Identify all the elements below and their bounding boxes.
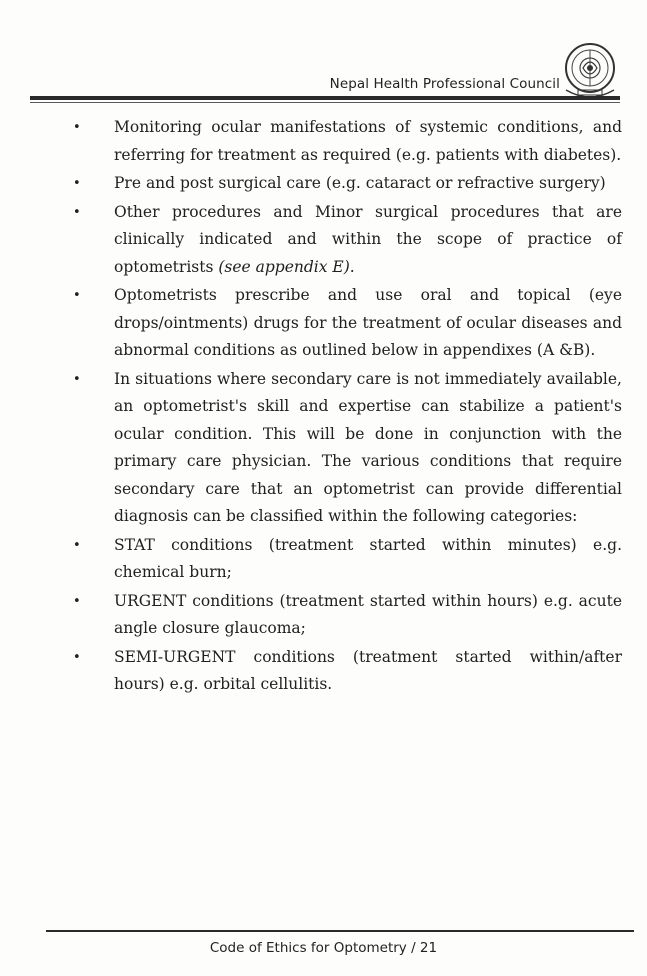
bullet-dot: • (73, 204, 81, 220)
list-item-text: Optometrists prescribe and use oral and topical (eye drops/ointments) drugs for the treatment of ocular diseases and abnormal conditions as outlined below in appendixes (A &B). (114, 286, 622, 359)
bullet-dot: • (73, 371, 81, 387)
bullet-dot: • (73, 593, 81, 609)
header-rule-thin (30, 102, 620, 103)
bullet-dot: • (73, 288, 81, 303)
bullet-dot: • (73, 176, 81, 191)
header-rule (30, 96, 620, 100)
list-item (66, 588, 622, 643)
list-item-text: STAT conditions (treatment started within minutes) e.g. chemical burn; (114, 535, 622, 581)
footer-page-label: Code of Ethics for Optometry / 21 (209, 940, 438, 956)
list-item-text: SEMI-URGENT conditions (treatment started within/after hours) e.g. orbital cellulitis. (114, 647, 622, 693)
appendix-reference: (see appendix E) (218, 257, 350, 276)
list-item (66, 532, 622, 587)
list-item (66, 114, 622, 169)
list-item (66, 199, 622, 282)
bullet-dot: • (73, 649, 81, 665)
list-item-text: Pre and post surgical care (e.g. cataract or refractive surgery) (114, 174, 606, 192)
bullet-dot: • (73, 537, 81, 553)
header-title: Nepal Health Professional Council (329, 76, 560, 92)
bullet-list (66, 114, 622, 700)
bullet-dot: • (73, 120, 81, 135)
list-item-text: Other procedures and Minor surgical procedures that are clinically indicated and within the scope of practice of optometrists (114, 202, 622, 276)
list-item (66, 170, 622, 198)
list-item-text: URGENT conditions (treatment started within hours) e.g. acute angle closure glaucoma; (114, 591, 622, 637)
list-item-text-end: . (349, 257, 355, 276)
list-item-text: In situations where secondary care is not immediately available, an optometrist's skill and expertise can stabilize a patient's ocular condition. This will be done in conjunction with the primary care physician. The various conditions that require secondary care that an optometrist can provide differential diagnosis can be classified within the following categories: (114, 369, 622, 525)
list-item-text-wrapper (114, 199, 622, 282)
footer-rule (46, 930, 634, 932)
list-item (66, 366, 622, 531)
list-item (66, 644, 622, 699)
list-item (66, 282, 622, 365)
list-item-text: Monitoring ocular manifestations of systemic conditions, and referring for treatment as required (e.g. patients with diabetes). (114, 118, 622, 164)
